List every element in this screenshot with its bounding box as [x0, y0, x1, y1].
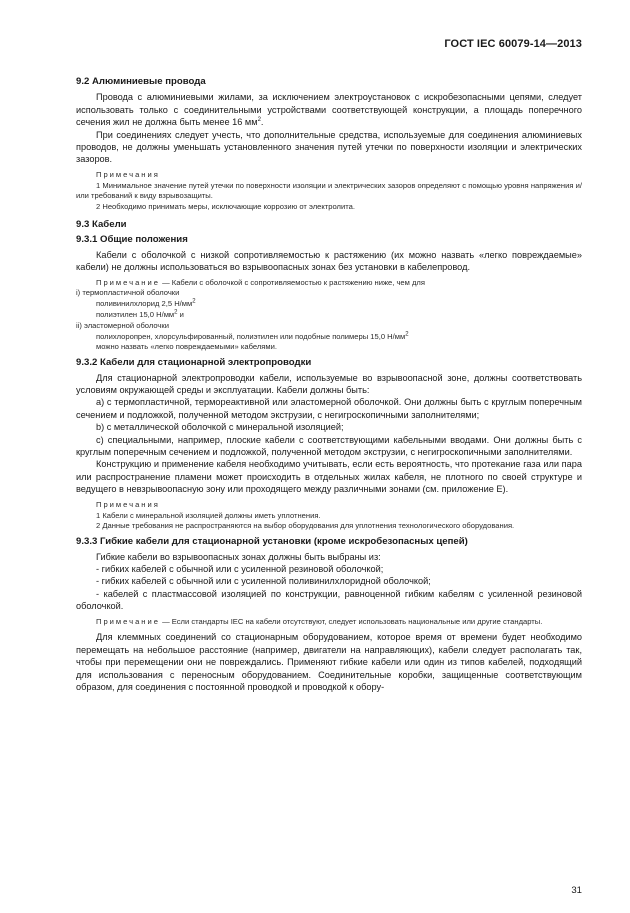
section-heading-9-3: 9.3 Кабели — [76, 219, 127, 231]
notes-block — [76, 500, 582, 532]
note-block — [76, 278, 582, 354]
list-item: - гибких кабелей с обычной или с усиленной резиновой оболочкой; — [96, 563, 384, 574]
paragraph: При соединениях следует учесть, что дополнительные средства, используемые для соединения алюминиевых проводов, не должны уменьшать установленного значения путей утечки по поверхности изоляции и электрических зазоров. — [76, 129, 582, 165]
list-item: a) с термопластичной, термореактивной или эластомерной оболочкой. Они должны быть с круглым поперечным сечением и подложкой, полученной методом экструзии, с негигроскопичными заполнителями; — [76, 397, 582, 420]
paragraph: Для стационарной электропроводки кабели, используемые во взрывоопасной зоне, должны соответствовать условиям окружающей среды и эксплуатации. Кабели должны быть: — [76, 372, 582, 396]
notes-title: Примечания — [96, 499, 160, 509]
notes-block — [76, 170, 582, 213]
note-item: 2 Необходимо принимать меры, исключающие коррозию от электролита. — [96, 202, 355, 212]
note-item: 2 Данные требования не распространяются на выбор оборудования для уплотнения технологического оборудования. — [96, 521, 515, 531]
paragraph: Конструкцию и применение кабеля необходимо учитывать, если есть вероятность, что протекание газа или пара или распространение пламени может происходить в отдельных жилах кабеля, не плотного по своей структуре и ведущего в невзрывоопасную зону или проходящего между различными зонами (см. приложение Е). — [76, 459, 582, 495]
subsection-heading-9-3-3: 9.3.3 Гибкие кабели для стационарной установки (кроме искробезопасных цепей) — [76, 536, 468, 548]
paragraph: Гибкие кабели во взрывоопасных зонах должны быть выбраны из: — [96, 551, 381, 562]
note-item: Примечание — Кабели с оболочкой с сопротивляемостью к растяжению ниже, чем для — [96, 277, 425, 287]
note-item: полиэтилен 15,0 $Н/мм^2$ и — [96, 309, 184, 320]
page-content — [76, 70, 582, 693]
note-item: поливинилхлорид 2,5 $Н/мм^2$ — [96, 298, 196, 309]
notes-title: Примечания — [96, 169, 160, 179]
document-page — [76, 0, 582, 913]
list-item: b) с металлической оболочкой с минеральной изоляцией; — [96, 422, 344, 433]
subsection-heading-9-3-1: 9.3.1 Общие положения — [76, 234, 188, 246]
list-item: - кабелей с пластмассовой изоляцией по конструкции, равноценной гибким кабелям с усиленной резиновой оболочкой. — [76, 588, 582, 612]
standard-id: ГОСТ IEC 60079-14—2013 — [444, 38, 582, 50]
paragraph: Кабели с оболочкой с низкой сопротивляемостью к растяжению (их можно назвать «легко повреждаемые» кабели) не должны использоваться во взрывоопасных зонах без установки в кабелепровод. — [76, 249, 582, 273]
note-item: ii) эластомерной оболочки — [76, 320, 169, 330]
section-heading-9-2: 9.2 Алюминиевые провода — [76, 76, 206, 87]
note-item: полихлоропрен, хлорсульфированный, полиэтилен или подобные полимеры 15,0 $Н/мм^2$ — [96, 331, 409, 341]
subsection-heading-9-3-2: 9.3.2 Кабели для стационарной электропроводки — [76, 357, 312, 369]
list-item: c) специальными, например, плоские кабели с соответствующими кабельными вводами. Они должны быть с круглым поперечным сечением и подложкой, полученной методом экструзии, с негигроскопичными заполнителями. — [76, 434, 582, 458]
page-number: 31 — [571, 885, 582, 896]
note-item: можно назвать «легко повреждаемыми» кабелями. — [96, 342, 277, 352]
paragraph: Провода с алюминиевыми жилами, за исключением электроустановок с искробезопасными цепями, следует использовать только с соединительными устройствами соответствующей конструкции, а площадь поперечного сечения жил не должна быть менее 16 $мм^2$. — [76, 92, 582, 128]
paragraph: Для клеммных соединений со стационарным оборудованием, которое время от времени будет необходимо перемещать на небольшое расстояние (например, двигатели на направляющих), кабели следует располагать так, чтобы при перемещении они не повреждались. Применяют гибкие кабели или один из типов кабелей, подходящий для использования с переносным оборудованием. Соединительные коробки, защищенные соответствующим образом, для соединения с постоянной проводкой и проводкой к обору- — [76, 632, 582, 692]
note-item: 1 Кабели с минеральной изоляцией должны иметь уплотнения. — [96, 510, 321, 520]
note-item: 1 Минимальное значение путей утечки по поверхности изоляции и электрических зазоров определяют с помощью уровня напряжения и/или требований к виду взрывозащиты. — [76, 180, 582, 201]
note-item: Примечание — Если стандарты IEC на кабели отсутствуют, следует использовать национальные или другие стандарты. — [96, 616, 543, 626]
list-item: - гибких кабелей с обычной или с усиленной поливинилхлоридной оболочкой; — [96, 576, 431, 587]
note-block — [76, 617, 582, 628]
note-item: i) термопластичной оболочки — [76, 288, 180, 298]
